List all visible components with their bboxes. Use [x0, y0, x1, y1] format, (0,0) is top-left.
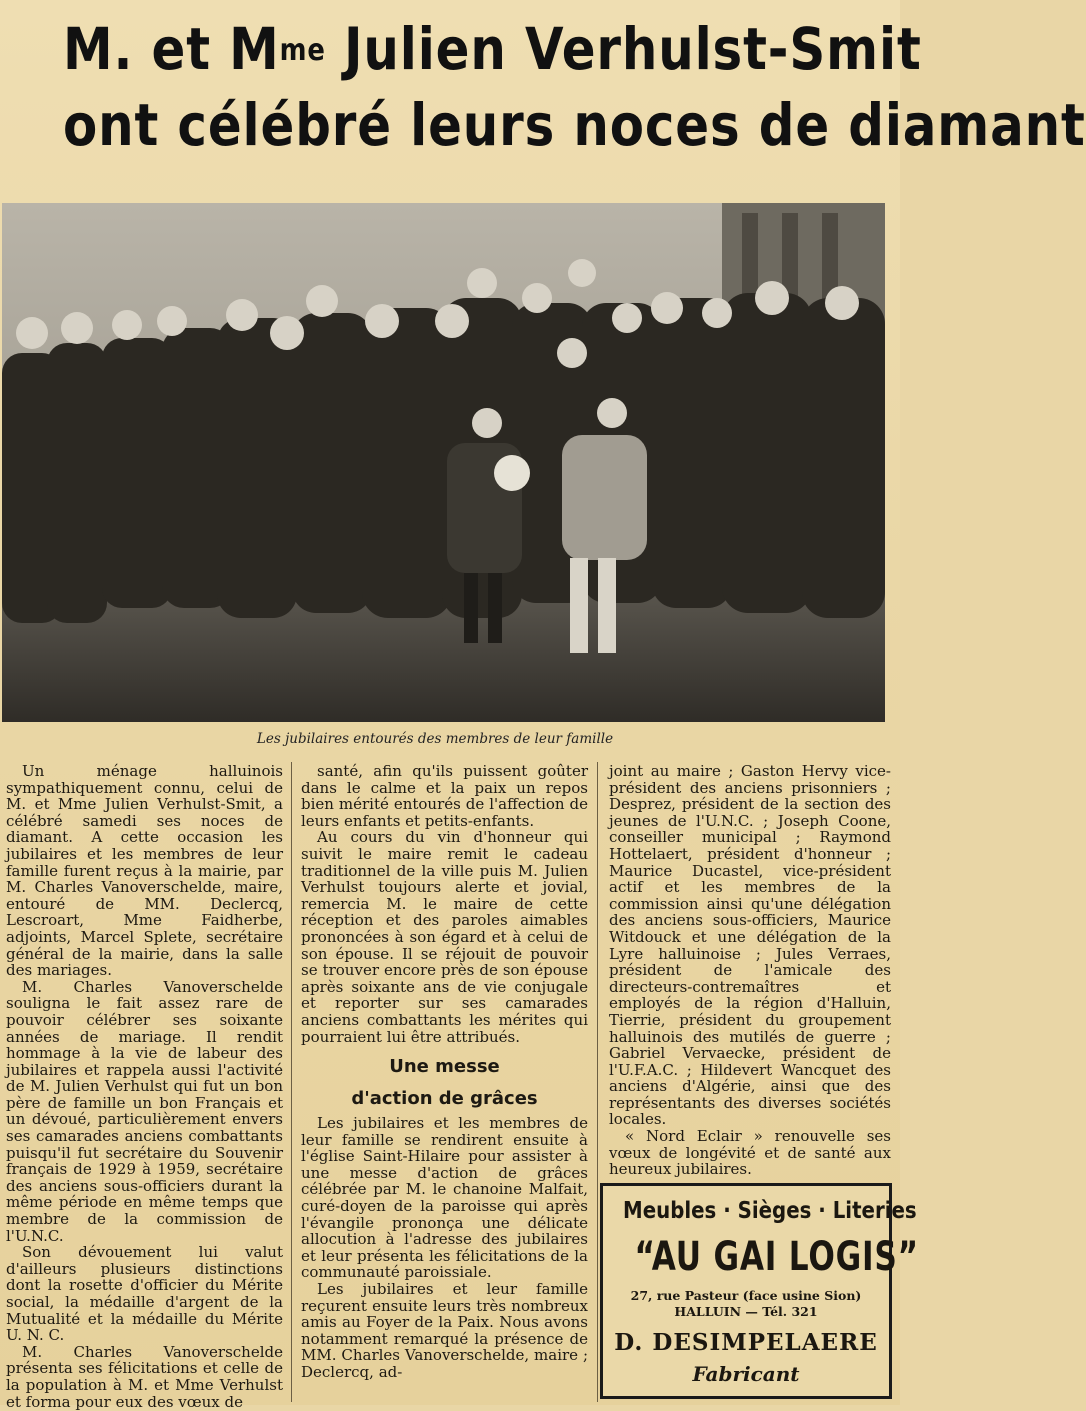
ad-tagline: Meubles · Sièges · Literies	[623, 1198, 917, 1224]
ad-role: Fabricant	[692, 1362, 800, 1386]
subheading: d'action de grâces	[351, 1088, 538, 1110]
headline-superscript: me	[279, 33, 326, 68]
article-column-3	[609, 763, 891, 1178]
photo-caption: Les jubilaires entourés des membres de leur famille	[256, 731, 614, 747]
article-paragraph: Au cours du vin d'honneur qui suivit le maire remit le cadeau traditionnel de la ville puis M. Julien Verhulst toujours alerte et jovial, remercia M. le maire de cette réception et des paroles aimables prononcées à son égard et à celui de son épouse. Il se réjouit de pouvoir se trouver encore près de son épouse après soixante ans de vie conjugale et reporter sur ses camarades anciens combattants les mérites qui pourraient lui être attribués.	[301, 828, 588, 1046]
article-column-1	[6, 763, 283, 1410]
article-paragraph: Son dévouement lui valut d'ailleurs plusieurs distinctions dont la rosette d'officier du Mérite social, la médaille d'argent de la Mutualité et la médaille du Mérite U. N. C.	[6, 1243, 283, 1345]
headline	[0, 14, 1086, 160]
article-paragraph: santé, afin qu'ils puissent goûter dans le calme et la paix un repos bien mérité entourés de l'affection de leurs enfants et petits-enfants.	[301, 762, 588, 830]
advertisement	[600, 1183, 919, 1399]
column-rule	[597, 762, 598, 1402]
headline-part: M. et M	[63, 15, 280, 83]
column-rule	[291, 762, 292, 1402]
article-paragraph: M. Charles Vanoverschelde présenta ses félicitations et celle de la population à M. et Mme Verhulst et forma pour eux des vœux de	[6, 1342, 283, 1411]
article-paragraph: Les jubilaires et leur famille reçurent ensuite leurs très nombreux amis au Foyer de la Paix. Nous avons notamment remarqué la présence de MM. Charles Vanoverschelde, maire ; Declercq, ad-	[301, 1280, 588, 1381]
headline-part: Julien Verhulst-Smit	[325, 15, 922, 83]
family-group-photo	[2, 203, 885, 722]
headline-line-1	[63, 14, 922, 84]
ad-store-name: “AU GAI LOGIS”	[634, 1234, 919, 1280]
article-paragraph: « Nord Eclair » renouvelle ses vœux de longévité et de santé aux heureux jubilaires.	[609, 1127, 891, 1179]
ad-owner: D. DESIMPELAERE	[614, 1329, 878, 1356]
article-paragraph: joint au maire ; Gaston Hervy vice-président des anciens prisonniers ; Desprez, président de la section des jeunes de l'U.N.C. ; Joseph Coone, conseiller municipal ; Raymond Hottelaert, président d'honneur ; Maurice Ducastel, vice-président actif et les membres de la commission ainsi qu'une délégation des anciens sous-officiers, Maurice Witdouck et une délégation de la Lyre halluinoise ; Jules Verraes, président de l'amicale des directeurs-contremaîtres et employés de la région d'Halluin, Tierrie, président du groupement halluinois des mutilés de guerre ; Gabriel Vervaecke, président de l'U.F.A.C. ; Hildevert Wancquet des anciens d'Algérie, ainsi que des représentants des diverses sociétés locales.	[609, 762, 891, 1129]
headline-line-2: ont célébré leurs noces de diamant	[63, 91, 1086, 159]
article-paragraph: Un ménage halluinois sympathiquement connu, celui de M. et Mme Julien Verhulst-Smit, a célébré samedi ses noces de diamant. A cette occasion les jubilaires et les membres de leur famille furent reçus à la mairie, par M. Charles Vanoverschelde, maire, entouré de MM. Declercq, Lescroart, Mme Faidherbe, adjoints, Marcel Splete, secrétaire général de la mairie, dans la salle des mariages.	[6, 762, 283, 980]
subheading: Une messe	[389, 1056, 500, 1078]
article-paragraph: Les jubilaires et les membres de leur famille se rendirent ensuite à l'église Saint-Hilaire pour assister à une messe d'action de grâces célébrée par M. le chanoine Malfait, curé-doyen de la paroisse qui après l'évangile prononça une délicate allocution à l'adresse des jubilaires et leur présenta les félicitations de la communauté paroissiale.	[301, 1114, 588, 1282]
ad-city-phone: HALLUIN — Tél. 321	[674, 1304, 818, 1319]
ad-address: 27, rue Pasteur (face usine Sion)	[630, 1288, 862, 1303]
article-column-2	[301, 763, 588, 1381]
article-paragraph: M. Charles Vanoverschelde souligna le fait assez rare de pouvoir célébrer ses soixante années de mariage. Il rendit hommage à la vie de labeur des jubilaires et rappela aussi l'activité de M. Julien Verhulst qui fut un bon père de famille un bon Français et un dévoué, particulièrement envers ses camarades anciens combattants puisqu'il fut secrétaire du Souvenir français de 1929 à 1959, secrétaire des anciens sous-officiers durant la même période en même temps que membre de la commission de l'U.N.C.	[6, 977, 283, 1245]
photo-illustration	[2, 203, 885, 722]
